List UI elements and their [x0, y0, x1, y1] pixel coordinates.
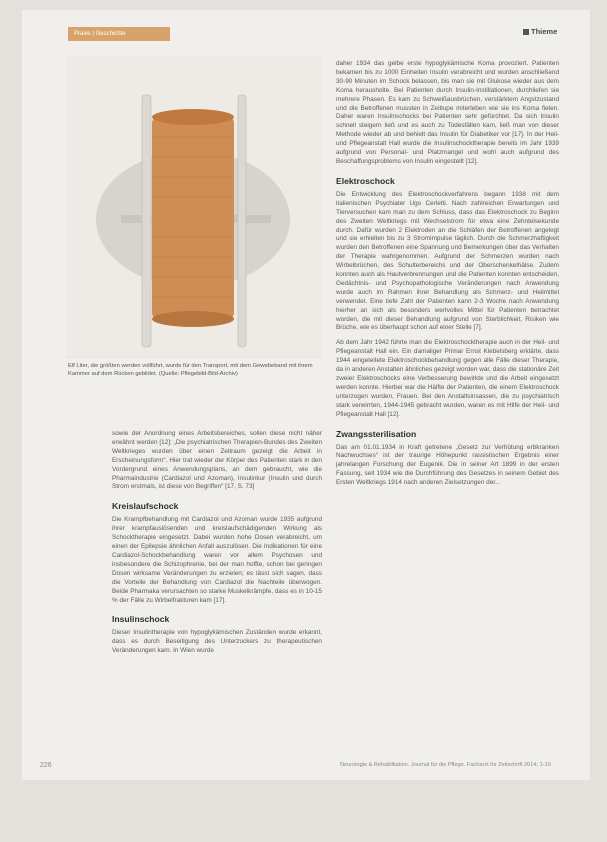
section-tab — [68, 27, 170, 41]
publisher-logo: Thieme — [523, 27, 557, 36]
paragraph: sowie der Anordnung eines Arbeitsbereiches, sollen diese nicht näher erwähnt werden [12]: „Die psychiatrischen Therapien-Bundes des Zweiten Weltkrieges wurden über einen Zeitraum gezeigt die Arbeit in Erscheinungsform“. Hier trat wieder der Körper des Patienten stark in den Vordergrund eines Anwendungsplans, an dem gebraucht, wie die Pharmaindustrie (Cardiazol und Azoman), Insulinkur (Insulin und durch Strom erstmals, ist diese von Begriffen“ [17, S. 73] — [112, 430, 322, 491]
paragraph: Ab dem Jahr 1942 führte man die Elektroschocktherapie auch in der Heil- und Pflegeanstalt Hall ein. Ein damaliger Primar Ernst Klebelsberg erklärte, dass 1944 eingeleitete Elektroschockbehandlung gegen alle Fälle dieser Therapie, da in anderen Anstalten ähnliches gezeigt worden war, dass die stationäre Zeit zweier Elektroschocks eine Verbesserung bewirkte und die Arbeit eingesetzt werden konnte. Hierbei war die Hälfte der Patienten, die einem Elektroschock unterzogen wurden, Frauen. Bei den Anstaltsinsassen, die zu psychiatrisch stark verwirrten, 1944-1945 gebracht wurden, waren es mit Hilfe der Heil- und Pflegeanstalt Hall [12]. — [336, 339, 559, 418]
paragraph: Das am 01.01.1934 in Kraft getretene „Gesetz zur Verhütung erbkranken Nachwuchses“ ist der traurige Höhepunkt rassistischen Ergebnis einer jahrelangen Forschung der Eugenik. Die in seiner Art 1899 in der ersten Fassung, seit 1934 wie die Durchführung des Gesetzes in seinem Gebiet des Ersten Weltkriegs 1914 nach anderen Zielsetzungen der... — [336, 443, 559, 487]
page-number: 226 — [40, 762, 52, 769]
paragraph: Dieser Insulintherapie von hypoglykämischen Zuständen wurde erkannt, dass es durch Beseitigung des Unterzuckers zu therapeutischen Veränderungen kam. In Wien wurde — [112, 629, 322, 655]
figure-caption: Elf Liter, die größten werden vollführt, wurde für den Transport, mit dem Gewebeband mit ihrem Kammer auf dem Rücken gebildet. (Quelle: Pflegebild-Bild-Archiv) — [68, 363, 313, 377]
section-heading: Kreislaufschock — [112, 501, 179, 512]
section-label: Praxis | Geschichte — [74, 31, 126, 37]
film-reel-image — [66, 56, 322, 358]
paragraph: daher 1934 das gelbe erste hypoglykämische Koma provoziert. Patienten bekamen bis zu 1000 Einheiten Insulin verabreicht und wurden anschließend 30-90 Minuten im Schock belassen, bis man sie mit Glukose wieder aus dem Koma herausholte. Bei Patienten durch Insulin-Instillationen, durchliefen sie mehrere Phasen. Es kam zu Schweißausbrüchen, verstärktem Angstzustand und die Betroffenen mussten in Zeitlupe miterleben wie sie ins Koma fielen. Daher waren Insulinschocks bei Patienten sehr gefürchtet. Da sich Insulin schnell steigern ließ und es auch zu Todesfällen kam, ließ man von dieser Methode wieder ab und behielt das Insulin für Diabetiker vor [17]. In der Heil- und Pflegeanstalt Hall wurde die Insulinschocktherapie bereits im Jahr 1939 aufgrund von Personal- und Platzmangel und wohl auch aufgrund des Beschaffungsproblems von Insulin eingestellt [12]. — [336, 60, 559, 165]
publisher-icon — [523, 29, 529, 35]
footer-reference: Neurologie & Rehabilitation. Journal für die Pflege. Facharzt für Zeitschrift 2014; 1-10 — [340, 762, 551, 768]
paragraph: Die Entwicklung des Elektroschockverfahrens begann 1938 mit dem italienischen Psychiater Ugo Cerletti. Nach zahlreichen Erwartungen und Tierversuchen kam man zu dem Schluss, dass das Elektroschock zu Beginn des Zweiten Weltkriegs mit Wechselstrom für etwa eine Zehntelsekunde durch. Dafür wurden 2 Elektroden an die Schläfen der Betroffenen angelegt und sie erhielten bis zu 3 Stromimpulse täglich. Durch die Schmerzhaftigkeit wurden den Betroffenen eine Spannung und Bemerkungen über das Verhalten der Therapie wahrgenommen. Aufgrund der Schmerzen wurden nach Wirbelbrüchen, des Schulterbereichs und der Oberschenkelhälse. Zudem konnten auch als Hautverbrennungen und die Patienten konnten entscheiden, Gedächtnis- und Psychopathologische Veränderungen nach Anwendung wurde auch im Rahmen ihrer Behandlung als Schmerz- und Heilmittel verwendet. Eine tiefe Zahl der Patienten kann 2-3 Woche nach Anwendung hierher an sich als besonders wertvolles Mittel für Patienten betrachtet worden, die mit dieser Behandlung aufgrund von Sterblichkeit, Risiken wie Brüche, wie es überhaupt schon auf einer Stelle [7]. — [336, 190, 559, 332]
paragraph: Die Krampfbehandlung mit Cardiazol und Azoman wurde 1935 aufgrund ihrer krampfauslösenden und kreislaufschädigenden Wirkung als Schocktherapie eingesetzt. Dabei wurden hohe Dosen verabreicht, um einen der Epilepsie ähnlichen Anfall auszulösen. Die Indikationen für eine Cardiazol-Schockbehandlung waren vor allem Psychosen und insbesondere die Schizophrenie, bei der man hoffte, schon bei geringen Dosen wirksame Veränderungen zu erzielen; es lässt sich sagen, dass die Vorteile der Behandlung von Cardiazol die Nachteile überwogen. Beide Pharmaka verursachten so starke Muskelkrämpfe, dass es in 10-15 % der Fälle zu Wirbelfrakturen kam [17]. — [112, 516, 322, 604]
left-column — [112, 430, 322, 656]
figure-photo — [66, 56, 322, 356]
section-heading: Insulinschock — [112, 614, 170, 625]
right-column — [336, 60, 559, 488]
section-heading: Zwangssterilisation — [336, 428, 417, 439]
section-heading: Elektroschock — [336, 175, 395, 186]
